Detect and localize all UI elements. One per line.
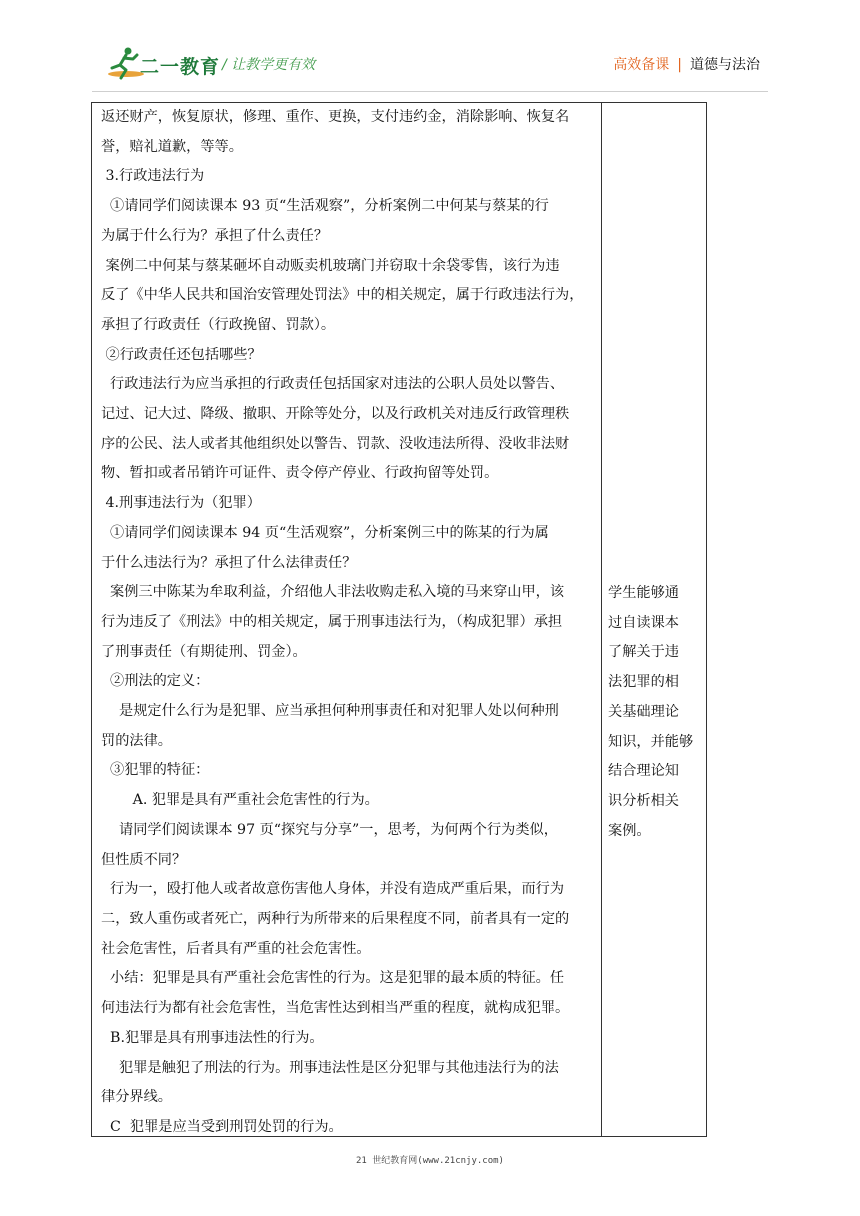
note-line: 识分析相关 [608, 792, 679, 809]
content-line: 行政违法行为应当承担的行政责任包括国家对违法的公职人员处以警告、 [101, 376, 565, 393]
content-line: 誉，赔礼道歉，等等。 [101, 138, 243, 155]
note-line: 学生能够通 [608, 585, 679, 601]
content-line: C 犯罪是应当受到刑罚处罚的行为。 [101, 1118, 343, 1135]
content-line: 行为一，殴打他人或者故意伤害他人身体，并没有造成严重后果，而行为 [101, 881, 565, 898]
content-line: 序的公民、法人或者其他组织处以警告、罚款、没收违法所得、没收非法财 [101, 435, 570, 452]
note-line: 结合理论知 [608, 763, 679, 780]
content-line: 何违法行为都有社会危害性，当危害性达到相当严重的程度，就构成犯罪。 [101, 1000, 570, 1017]
content-line: 记过、记大过、降级、撤职、开除等处分，以及行政机关对违反行政管理秩 [101, 406, 570, 423]
content-line: ②行政责任还包括哪些？ [101, 346, 262, 363]
content-line: 小结：犯罪是具有严重社会危害性的行为。这是犯罪的最本质的特征。任 [101, 970, 565, 987]
page-header [0, 0, 860, 92]
content-line: 案例三中陈某为牟取利益，介绍他人非法收购走私入境的马来穿山甲，该 [101, 584, 565, 601]
lesson-table [91, 102, 707, 1137]
content-line: 罚的法律。 [101, 732, 172, 749]
content-line: ②刑法的定义： [101, 673, 210, 690]
content-line: 是规定什么行为是犯罪、应当承担何种刑事责任和对犯罪人处以何种刑 [101, 703, 559, 720]
content-line: 犯罪是触犯了刑法的行为。刑事违法性是区分犯罪与其他违法行为的法 [101, 1059, 559, 1076]
lesson-content-cell [101, 103, 595, 1143]
page-footer: 21 世纪教育网(www.21cnjy.com) [356, 1156, 504, 1166]
content-line: 请同学们阅读课本 97 页“探究与分享”一，思考，为何两个行为类似， [101, 821, 558, 838]
content-line: B.犯罪是具有刑事违法性的行为。 [101, 1029, 324, 1046]
slogan: / 让教学更有效 [222, 57, 316, 73]
content-line: 但性质不同？ [101, 851, 187, 868]
content-line: 了刑事责任（有期徒刑、罚金）。 [101, 643, 307, 660]
column-divider [601, 103, 602, 1136]
content-line: 物、暂扣或者吊销许可证件、责令停产停业、行政拘留等处罚。 [101, 465, 499, 482]
content-line: 案例二中何某与蔡某砸坏自动贩卖机玻璃门并窃取十余袋零售，该行为违 [101, 257, 560, 274]
content-line: 4.刑事违法行为（犯罪） [101, 495, 261, 512]
content-line: 为属于什么行为？承担了什么责任？ [101, 227, 329, 244]
note-line: 法犯罪的相 [608, 674, 679, 691]
content-line: 反了《中华人民共和国治安管理处罚法》中的相关规定，属于行政违法行为， [101, 287, 584, 304]
content-line: 二，致人重伤或者死亡，两种行为所带来的后果程度不同，前者具有一定的 [101, 910, 570, 927]
content-line: 律分界线。 [101, 1089, 172, 1106]
content-line: ①请同学们阅读课本 94 页“生活观察”，分析案例三中的陈某的行为属 [101, 524, 549, 541]
brand-label [613, 54, 760, 74]
note-line: 了解关于违 [608, 644, 679, 661]
content-line: 于什么违法行为？承担了什么法律责任？ [101, 554, 357, 571]
content-line: ①请同学们阅读课本 93 页“生活观察”，分析案例二中何某与蔡某的行 [101, 198, 549, 215]
note-line: 过自读课本 [608, 614, 679, 631]
content-line: ③犯罪的特征： [101, 762, 210, 779]
note-line: 知识，并能够 [608, 733, 694, 750]
note-line: 关基础理论 [608, 703, 679, 720]
content-line: 社会危害性，后者具有严重的社会危害性。 [101, 940, 371, 957]
subject-label: 道德与法治 [690, 57, 760, 73]
content-line: 承担了行政责任（行政挽留、罚款）。 [101, 316, 336, 333]
content-line: 3.行政违法行为 [101, 168, 205, 185]
design-intent-cell [608, 579, 704, 846]
logo-text: 二一教育 [140, 56, 221, 78]
content-line: A. 犯罪是具有严重社会危害性的行为。 [101, 792, 379, 809]
content-line: 行为违反了《刑法》中的相关规定，属于刑事违法行为，（构成犯罪）承担 [101, 613, 563, 630]
brand-separator: | [677, 57, 682, 73]
content-line: 返还财产，恢复原状，修理、重作、更换，支付违约金，消除影响、恢复名 [101, 109, 570, 125]
brand-accent: 高效备课 [613, 57, 670, 73]
header-divider [92, 91, 768, 92]
note-line: 案例。 [608, 822, 651, 839]
